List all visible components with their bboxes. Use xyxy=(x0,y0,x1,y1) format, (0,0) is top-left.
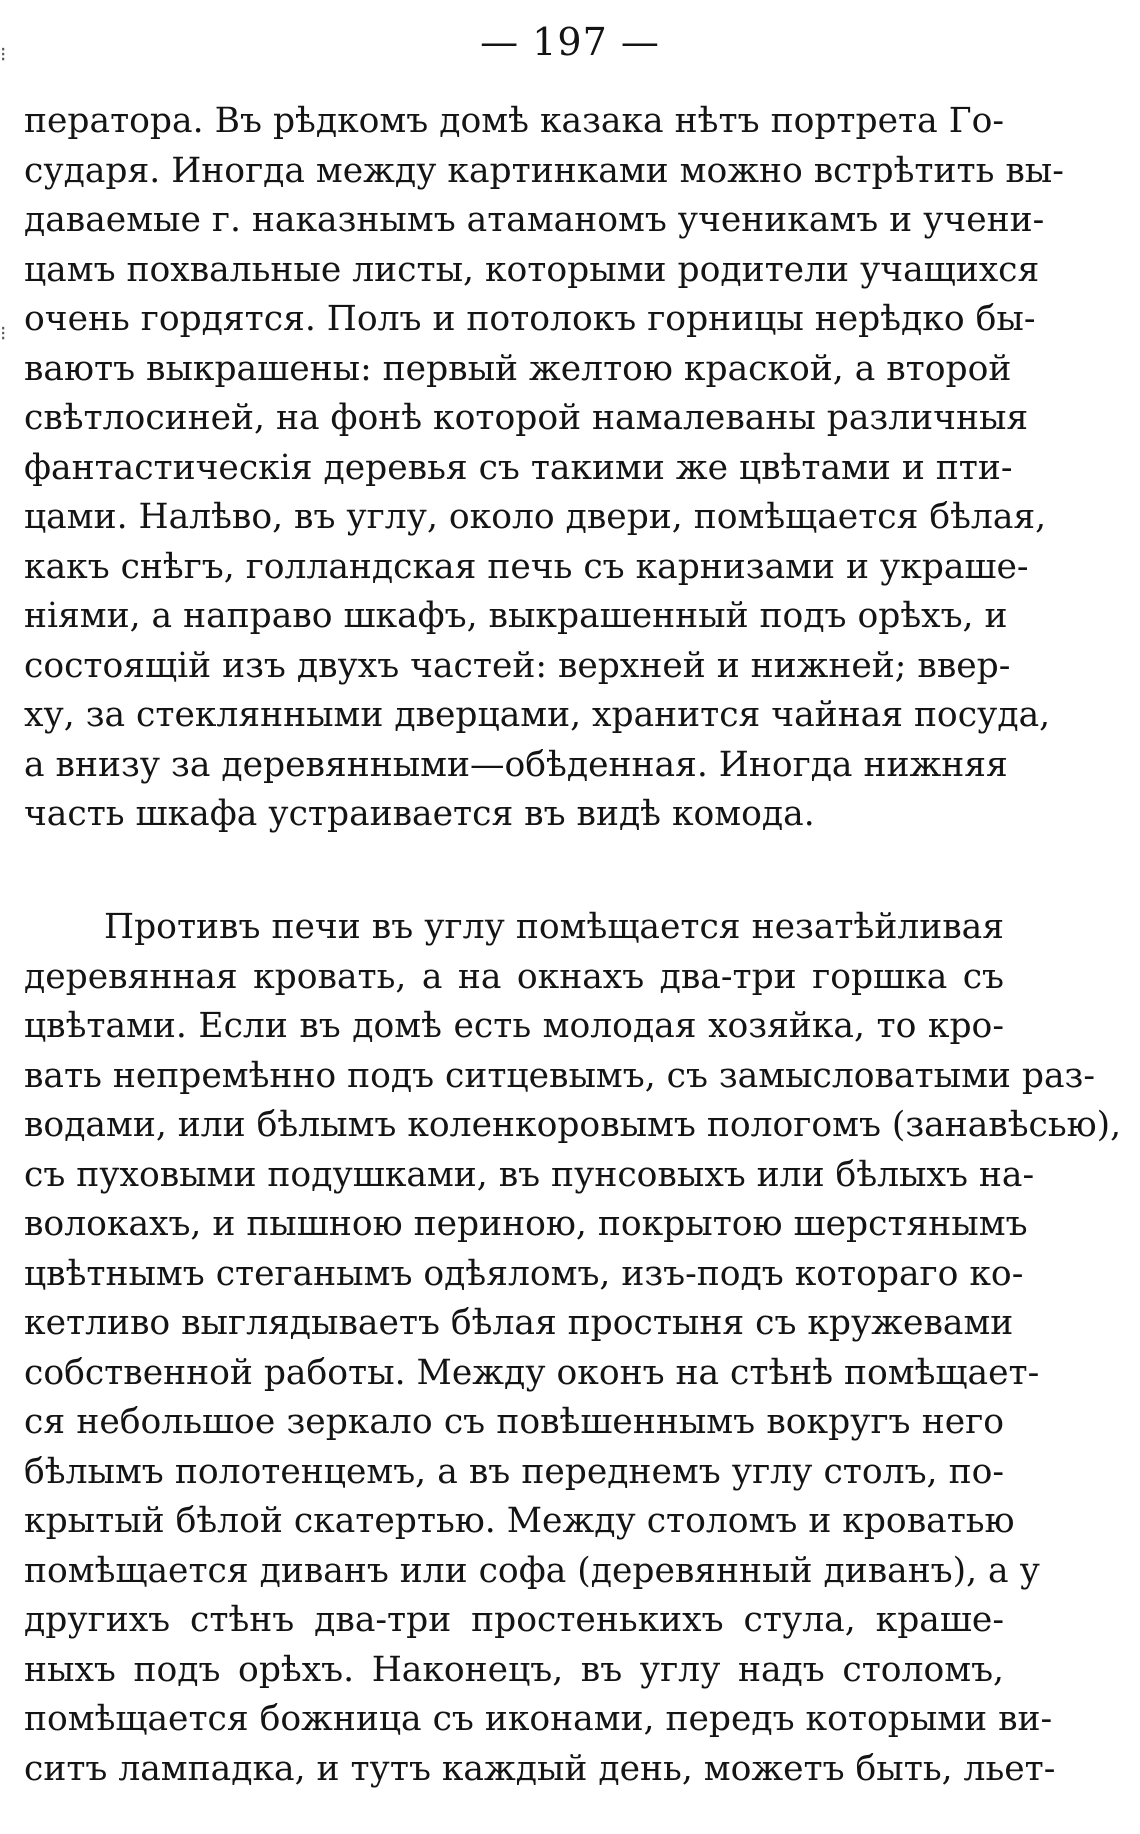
text-line: деревянная кровать, а на окнахъ два-три горшка съ xyxy=(24,956,1004,997)
text-line: сударя. Иногда между картинками можно встрѣтить вы- xyxy=(24,150,1064,191)
margin-tick-mark: ⁝ xyxy=(0,321,7,345)
text-line: ваютъ выкрашены: первый желтою краской, а второй xyxy=(24,348,1012,389)
text-line: бѣлымъ полотенцемъ, а въ переднемъ углу столъ, по- xyxy=(24,1451,1004,1492)
text-line: другихъ стѣнъ два-три простенькихъ стула, краше- xyxy=(24,1600,1004,1640)
text-line: очень гордятся. Полъ и потолокъ горницы нерѣдко бы- xyxy=(24,299,1036,339)
text-line: волокахъ, и пышною периною, покрытою шерстянымъ xyxy=(24,1204,1028,1244)
text-line: съ пуховыми подушками, въ пунсовыхъ или бѣлыхъ на- xyxy=(24,1154,1035,1195)
text-line: ніями, а направо шкафъ, выкрашенный подъ орѣхъ, и xyxy=(24,596,1008,636)
text-line: цамъ похвальные листы, которыми родители учащихся xyxy=(24,249,1040,290)
text-line: фантастическія деревья съ такими же цвѣтами и пти- xyxy=(24,447,1013,488)
paragraph-1 xyxy=(24,97,1064,840)
text-line: собственной работы. Между оконъ на стѣнѣ помѣщает- xyxy=(24,1352,1040,1393)
text-line: цами. Налѣво, въ углу, около двери, помѣщается бѣлая, xyxy=(24,497,1047,537)
text-line: свѣтлосиней, на фонѣ которой намалеваны различныя xyxy=(24,398,1029,438)
text-line: помѣщается божница съ иконами, передъ которыми ви- xyxy=(24,1699,1053,1739)
margin-tick-mark: ⁝ xyxy=(0,42,7,66)
paragraph-2 xyxy=(24,903,1122,1794)
text-line: ситъ лампадка, и тутъ каждый день, можетъ быть, льет- xyxy=(24,1748,1056,1789)
text-line: состоящій изъ двухъ частей: верхней и нижней; ввер- xyxy=(24,645,1011,686)
text-line: ху, за стеклянными дверцами, хранится чайная посуда, xyxy=(24,695,1051,735)
text-line: цвѣтами. Если въ домѣ есть молодая хозяйка, то кро- xyxy=(24,1006,1004,1046)
text-line: вать непремѣнно подъ ситцевымъ, съ замысловатыми раз- xyxy=(24,1055,1096,1096)
text-line: крытый бѣлой скатертью. Между столомъ и кроватью xyxy=(24,1501,1015,1541)
text-line: помѣщается диванъ или софа (деревянный диванъ), а у xyxy=(24,1550,1040,1591)
text-line: часть шкафа устраивается въ видѣ комода. xyxy=(24,794,815,834)
text-line: ся небольшое зеркало съ повѣшеннымъ вокругъ него xyxy=(24,1402,1004,1442)
text-line: даваемые г. наказнымъ атаманомъ ученикамъ и учени- xyxy=(24,200,1045,240)
text-line: кетливо выглядываетъ бѣлая простыня съ кружевами xyxy=(24,1303,1014,1343)
text-line: цвѣтнымъ стеганымъ одѣяломъ, изъ-подъ котораго ко- xyxy=(24,1253,1024,1294)
text-line: а внизу за деревянными—обѣденная. Иногда нижняя xyxy=(24,744,1008,785)
text-line: какъ снѣгъ, голландская печь съ карнизами и украше- xyxy=(24,546,1029,587)
text-line: Противъ печи въ углу помѣщается незатѣйливая xyxy=(104,907,1004,947)
text-line: водами, или бѣлымъ коленкоровымъ пологомъ (занавѣсью), xyxy=(24,1105,1122,1145)
page-number: — 197 — xyxy=(480,20,660,64)
text-line: ныхъ подъ орѣхъ. Наконецъ, въ углу надъ столомъ, xyxy=(24,1649,1004,1690)
text-line: ператора. Въ рѣдкомъ домѣ казака нѣтъ портрета Го- xyxy=(24,101,1004,141)
